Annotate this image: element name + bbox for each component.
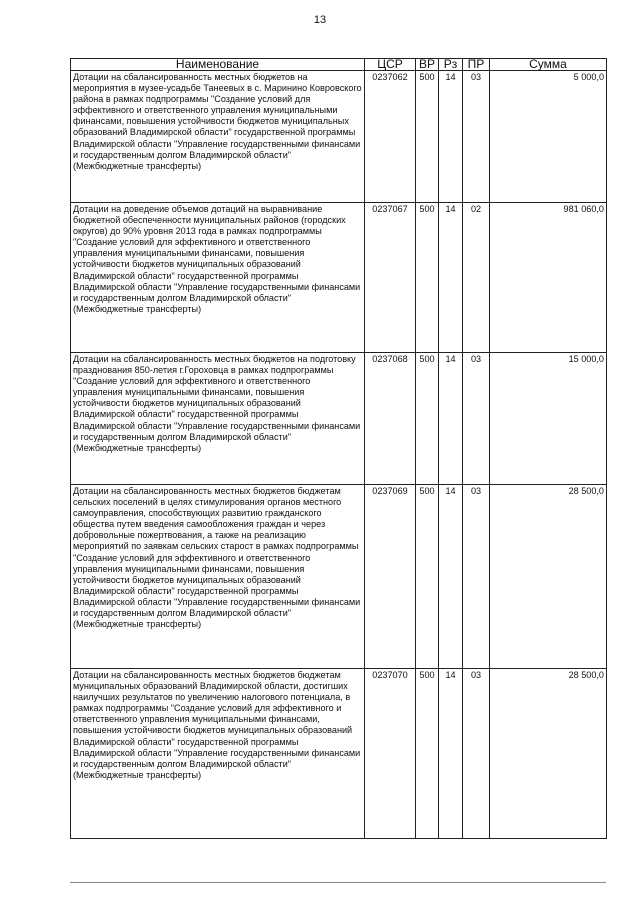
- row-sum: 15 000,0: [490, 353, 607, 485]
- row-rz: 14: [439, 353, 463, 485]
- page-bottom-rule: [70, 882, 606, 883]
- table-row: [71, 669, 607, 839]
- row-pr: 03: [463, 353, 490, 485]
- row-name: Дотации на сбалансированность местных бюджетов бюджетам сельских поселений в целях стимулирования органов местного самоуправления, способствующих развитию гражданского общества путем введения самообложения граждан и через добровольные пожертвования, а также на реализацию мероприятий по заявкам сельских старост в рамках подпрограммы "Создание условий для эффективного и ответственного управления муниципальными финансами, повышения устойчивости бюджетов муниципальных образований Владимирской области" государственной программы Владимирской области "Управление государственными финансами и государственным долгом Владимирской области" (Межбюджетные трансферты): [71, 485, 365, 669]
- row-csr: 0237068: [365, 353, 416, 485]
- header-rz: Рз: [439, 59, 463, 71]
- row-rz: 14: [439, 485, 463, 669]
- table-row: [71, 203, 607, 353]
- row-name: Дотации на сбалансированность местных бюджетов бюджетам муниципальных образований Владимирской области, достигших наилучших результатов по увеличению налогового потенциала, в рамках подпрограммы "Создание условий для эффективного и ответственного управления муниципальными финансами, повышения устойчивости бюджетов муниципальных образований Владимирской области" государственной программы Владимирской области "Управление государственными финансами и государственным долгом Владимирской области" (Межбюджетные трансферты): [71, 669, 365, 839]
- row-rz: 14: [439, 71, 463, 203]
- page-number: 13: [313, 14, 327, 26]
- table-header-row: [71, 59, 607, 71]
- row-vr: 500: [416, 353, 439, 485]
- row-csr: 0237070: [365, 669, 416, 839]
- row-sum: 5 000,0: [490, 71, 607, 203]
- row-sum: 28 500,0: [490, 669, 607, 839]
- budget-table: [70, 58, 607, 839]
- row-vr: 500: [416, 485, 439, 669]
- row-csr: 0237062: [365, 71, 416, 203]
- header-name: Наименование: [71, 59, 365, 71]
- row-sum: 981 060,0: [490, 203, 607, 353]
- table-row: [71, 485, 607, 669]
- row-vr: 500: [416, 669, 439, 839]
- row-name: Дотации на доведение объемов дотаций на выравнивание бюджетной обеспеченности муниципальных районов (городских округов) до 90% уровня 2013 года в рамках подпрограммы "Создание условий для эффективного и ответственного управления муниципальными финансами, повышения устойчивости бюджетов муниципальных образований Владимирской области" государственной программы Владимирской области "Управление государственными финансами и государственным долгом Владимирской области" (Межбюджетные трансферты): [71, 203, 365, 353]
- row-rz: 14: [439, 203, 463, 353]
- row-pr: 03: [463, 485, 490, 669]
- row-pr: 03: [463, 669, 490, 839]
- row-sum: 28 500,0: [490, 485, 607, 669]
- header-sum: Сумма: [490, 59, 607, 71]
- header-csr: ЦСР: [365, 59, 416, 71]
- header-vr: ВР: [416, 59, 439, 71]
- row-name: Дотации на сбалансированность местных бюджетов на подготовку празднования 850-летия г.Гороховца в рамках подпрограммы "Создание условий для эффективного и ответственного управления муниципальными финансами, повышения устойчивости бюджетов муниципальных образований Владимирской области" государственной программы Владимирской области "Управление государственными финансами и государственным долгом Владимирской области" (Межбюджетные трансферты): [71, 353, 365, 485]
- row-pr: 02: [463, 203, 490, 353]
- row-name: Дотации на сбалансированность местных бюджетов на мероприятия в музее-усадьбе Танеевых в с. Маринино Ковровского района в рамках подпрограммы "Создание условий для эффективного и ответственного управления муниципальными финансами, повышения устойчивости бюджетов муниципальных образований Владимирской области" государственной программы Владимирской области "Управление государственными финансами и государственным долгом Владимирской области" (Межбюджетные трансферты): [71, 71, 365, 203]
- header-pr: ПР: [463, 59, 490, 71]
- row-vr: 500: [416, 71, 439, 203]
- row-vr: 500: [416, 203, 439, 353]
- row-rz: 14: [439, 669, 463, 839]
- table-row: [71, 71, 607, 203]
- table-row: [71, 353, 607, 485]
- row-csr: 0237069: [365, 485, 416, 669]
- row-csr: 0237067: [365, 203, 416, 353]
- row-pr: 03: [463, 71, 490, 203]
